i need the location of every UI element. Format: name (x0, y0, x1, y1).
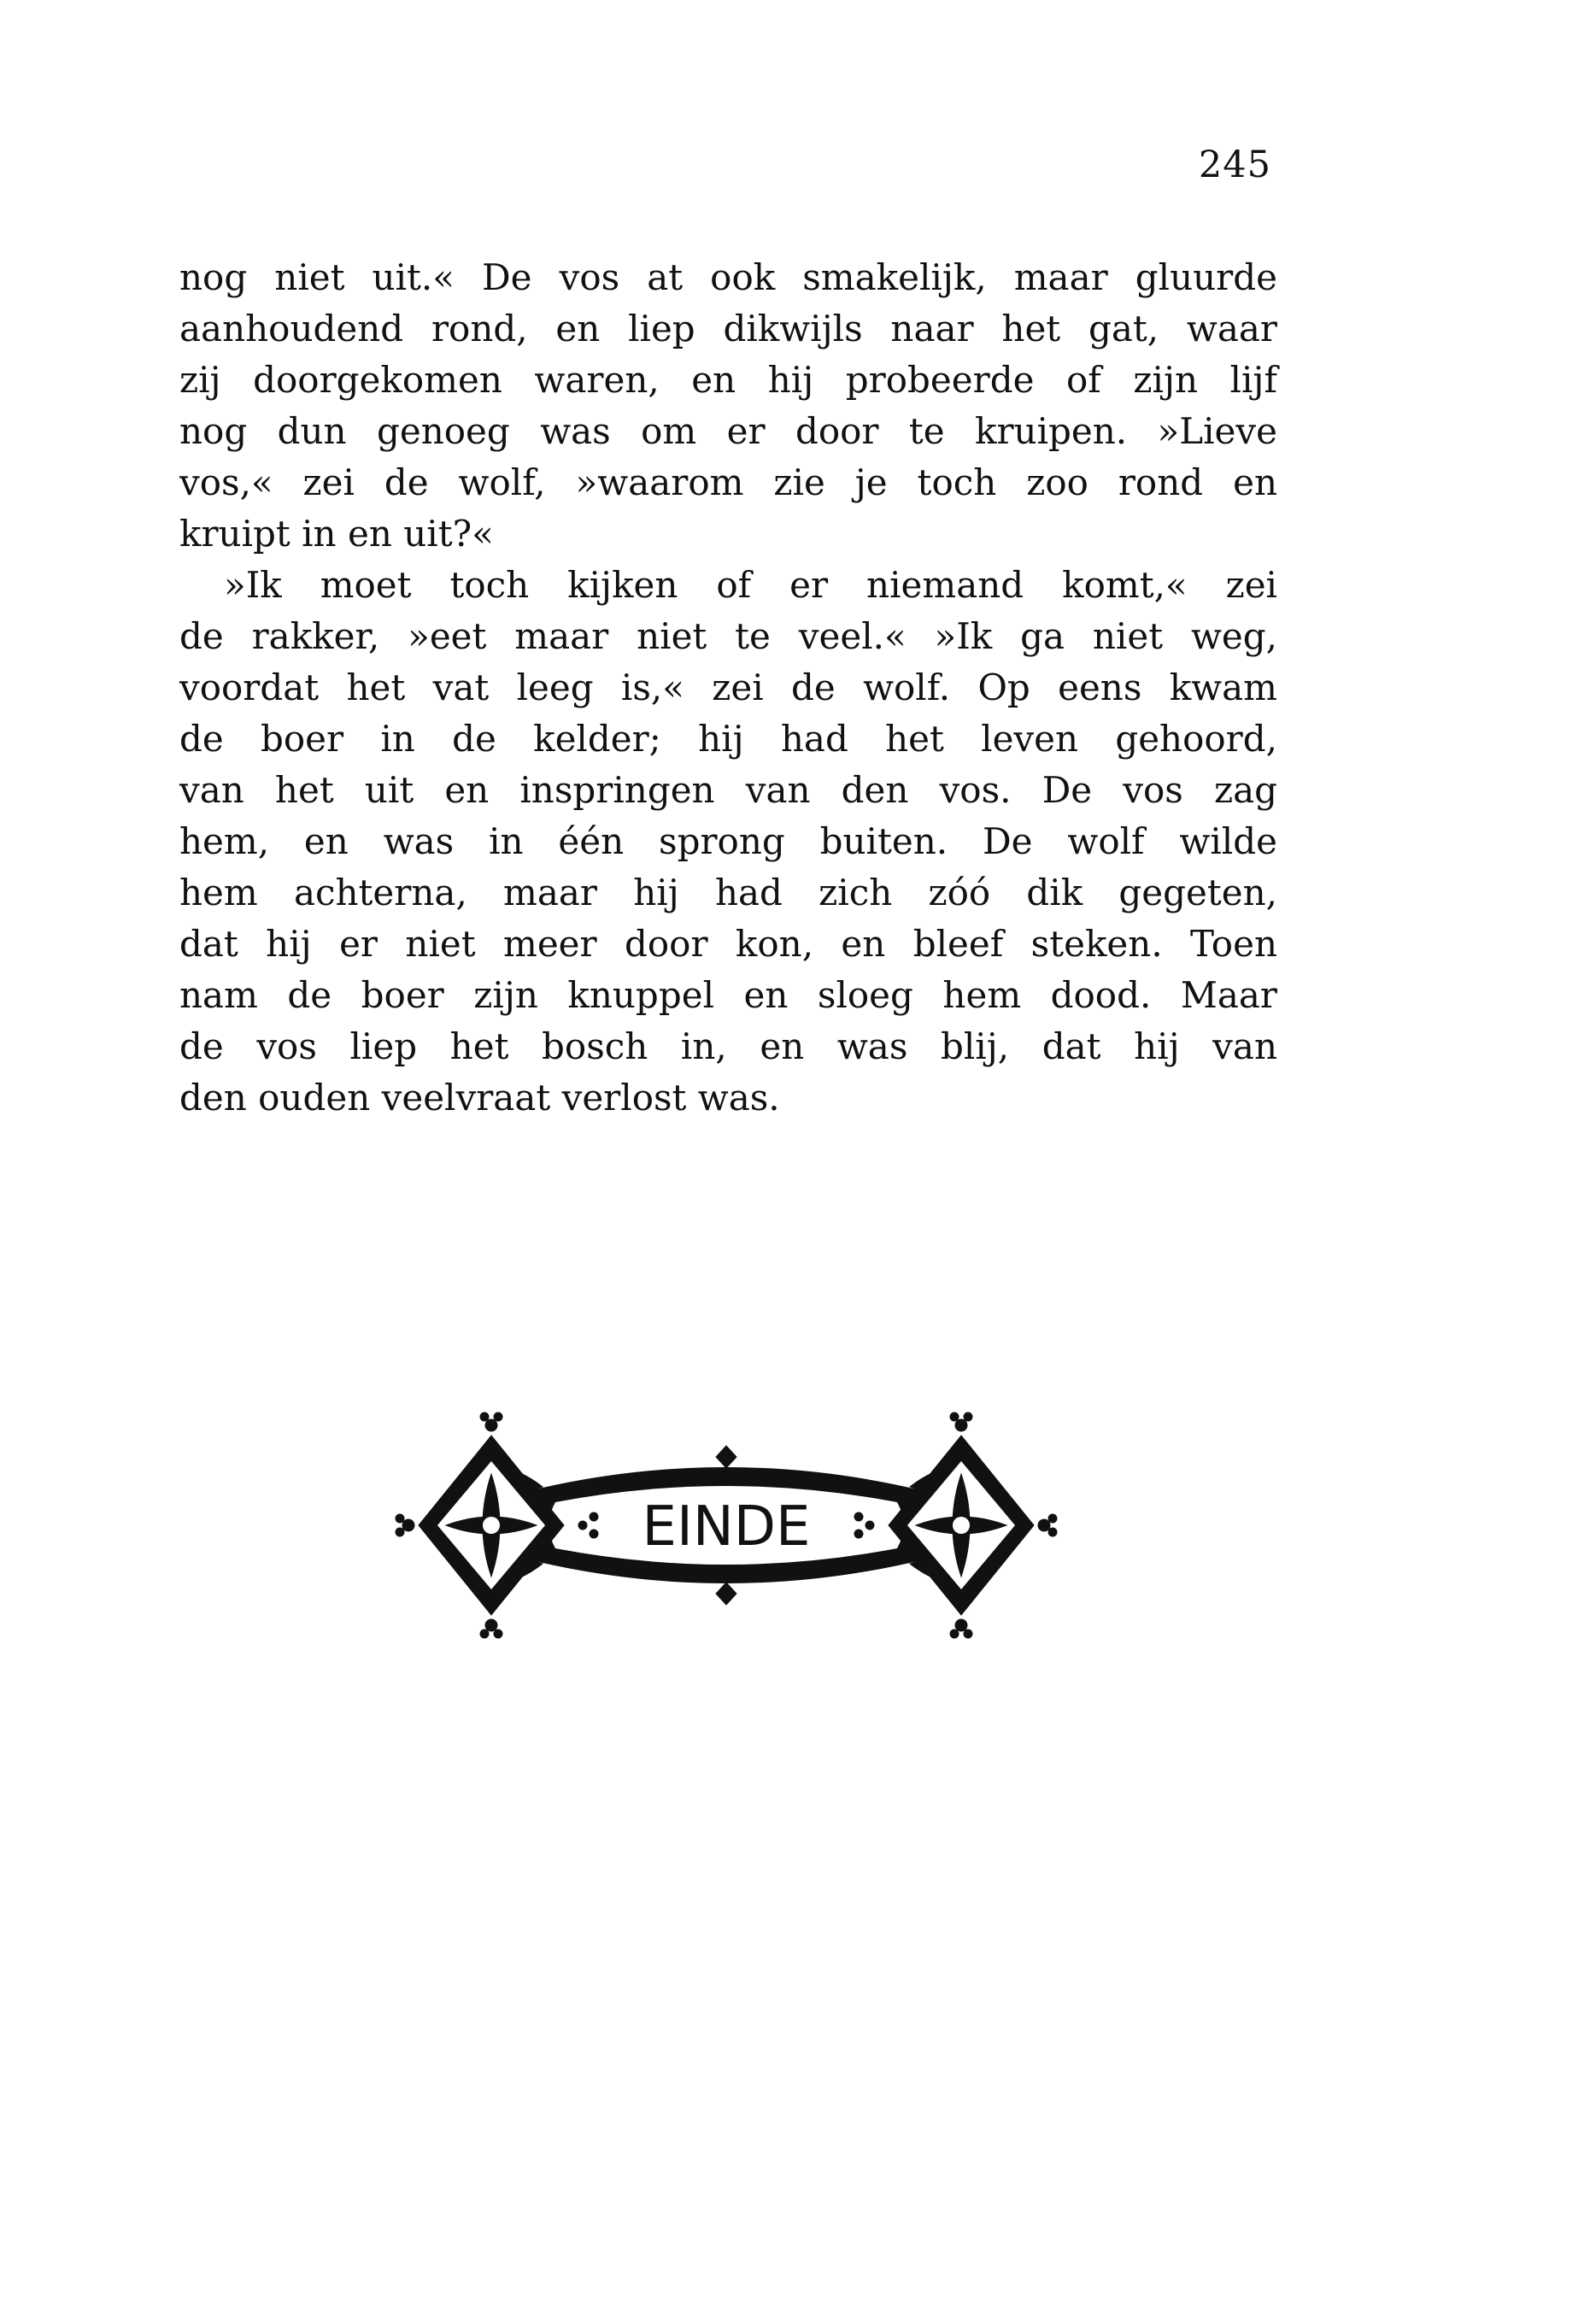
body-text (179, 252, 1277, 1124)
right-bottom-leaf-b (964, 1630, 972, 1638)
top-center-boss (716, 1446, 736, 1468)
right-bottom-knob (955, 1619, 967, 1631)
dot-accent (865, 1521, 874, 1530)
text-line: nog dun genoeg was om er door te kruipen. »Lieve (179, 410, 1277, 452)
bottom-center-boss (716, 1583, 736, 1605)
right-top-knob (955, 1419, 967, 1431)
right-center-dot (953, 1517, 970, 1534)
text-line: vos,« zei de wolf, »waarom zie je toch zoo rond en (179, 461, 1277, 503)
text-line: nog niet uit.« De vos at ook smakelijk, maar gluurde (179, 256, 1277, 298)
text-line: den ouden veelvraat verlost was. (179, 1077, 780, 1119)
right-side-leaf-b (1048, 1528, 1057, 1536)
text-line: hem, en was in één sprong buiten. De wolf wilde (179, 820, 1277, 862)
text-line: van het uit en inspringen van den vos. De vos zag (179, 769, 1277, 811)
right-side-knob (1038, 1519, 1050, 1531)
left-bottom-leaf-b (494, 1630, 502, 1638)
text-line: hem achterna, maar hij had zich zóó dik gegeten, (179, 872, 1277, 913)
text-line: nam de boer zijn knuppel en sloeg hem dood. Maar (179, 974, 1277, 1016)
left-side-knob (402, 1519, 414, 1531)
right-top-leaf-b (964, 1412, 972, 1421)
dot-accent (590, 1530, 598, 1538)
text-line: de rakker, »eet maar niet te veel.« »Ik ga niet weg, (179, 615, 1277, 657)
dot-accent (590, 1512, 598, 1521)
left-side-leaf-b (396, 1528, 404, 1536)
left-top-knob (485, 1419, 497, 1431)
text-line: voordat het vat leeg is,« zei de wolf. Op eens kwam (179, 667, 1277, 708)
einde-ornament-graphic (393, 1410, 1059, 1641)
text-line: kruipt in en uit?« (179, 513, 494, 555)
einde-label: EINDE (642, 1495, 811, 1559)
left-side-leaf-a (396, 1514, 404, 1523)
left-bottom-knob (485, 1619, 497, 1631)
dot-accent (854, 1530, 863, 1538)
text-line: de boer in de kelder; hij had het leven gehoord, (179, 718, 1277, 760)
right-side-leaf-a (1048, 1514, 1057, 1523)
dot-accent (854, 1512, 863, 1521)
text-line: aanhoudend rond, en liep dikwijls naar het gat, waar (179, 308, 1277, 349)
left-top-leaf-a (480, 1412, 489, 1421)
page-number: 245 (1198, 144, 1271, 186)
paragraph-2 (179, 560, 1277, 1124)
left-top-leaf-b (494, 1412, 502, 1421)
left-bottom-leaf-a (480, 1630, 489, 1638)
right-top-leaf-a (950, 1412, 959, 1421)
left-center-dot (483, 1517, 500, 1534)
paragraph-1 (179, 252, 1277, 560)
text-line: zij doorgekomen waren, en hij probeerde of zijn lijf (179, 359, 1277, 401)
dot-accent (578, 1521, 587, 1530)
text-line: »Ik moet toch kijken of er niemand komt,« zei (224, 564, 1277, 606)
text-line: de vos liep het bosch in, en was blij, dat hij van (179, 1025, 1277, 1067)
text-line: dat hij er niet meer door kon, en bleef steken. Toen (179, 923, 1277, 965)
einde-ornament (393, 1410, 1059, 1641)
right-bottom-leaf-a (950, 1630, 959, 1638)
